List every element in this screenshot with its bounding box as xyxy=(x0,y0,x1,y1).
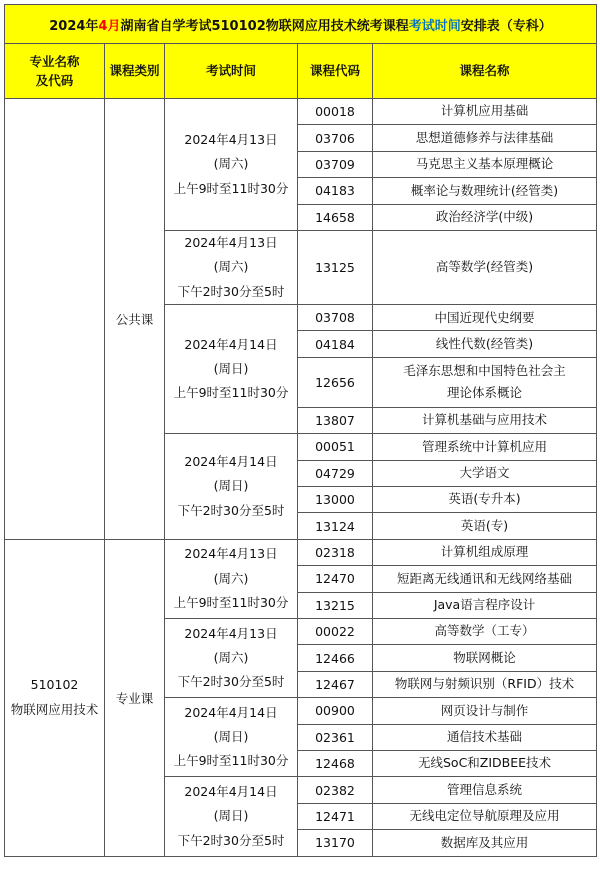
course-name-text: 计算机组成原理 xyxy=(440,544,529,560)
header-row xyxy=(5,44,597,99)
title-prefix: 2024年 xyxy=(49,18,99,34)
course-code: 13125 xyxy=(298,230,373,304)
exam-date: 2024年4月14日 xyxy=(184,783,278,799)
course-name xyxy=(373,618,597,644)
exam-weekday: (周日) xyxy=(213,478,249,494)
exam-date: 2024年4月13日 xyxy=(184,546,278,562)
exam-date: 2024年4月14日 xyxy=(184,336,278,352)
course-code: 12466 xyxy=(298,645,373,671)
course-code: 02361 xyxy=(298,724,373,750)
course-name xyxy=(373,724,597,750)
course-name xyxy=(373,698,597,724)
title-suffix: 安排表（专科） xyxy=(460,18,552,34)
course-name-text: 高等数学(经管类) xyxy=(435,259,534,275)
exam-time-range: 下午2时30分至5时 xyxy=(177,283,285,299)
exam-time-range: 下午2时30分至5时 xyxy=(177,674,285,690)
header-name: 课程名称 xyxy=(373,44,597,99)
course-code: 13000 xyxy=(298,487,373,513)
course-name xyxy=(373,434,597,460)
category-cell: 专业课 xyxy=(105,539,165,856)
course-name xyxy=(373,671,597,697)
exam-time-cell xyxy=(165,777,298,856)
course-name-text: 网页设计与制作 xyxy=(440,702,529,718)
course-name-text: 线性代数(经管类) xyxy=(435,335,534,351)
course-code: 14658 xyxy=(298,204,373,230)
header-time: 考试时间 xyxy=(165,44,298,99)
course-name xyxy=(373,204,597,230)
course-code: 12656 xyxy=(298,357,373,407)
course-name-text: 马克思主义基本原理概论 xyxy=(415,156,554,172)
course-name xyxy=(373,230,597,304)
exam-time-range: 上午9时至11时30分 xyxy=(173,385,289,401)
course-code: 13124 xyxy=(298,513,373,539)
course-name xyxy=(373,407,597,433)
category-cell: 公共课 xyxy=(105,99,165,540)
exam-time-cell xyxy=(165,618,298,697)
course-name-text: 数据库及其应用 xyxy=(440,834,529,850)
course-code: 04729 xyxy=(298,460,373,486)
exam-time-range: 下午2时30分至5时 xyxy=(177,502,285,518)
course-code: 12470 xyxy=(298,566,373,592)
exam-time-cell xyxy=(165,99,298,231)
course-code: 00022 xyxy=(298,618,373,644)
exam-time-cell xyxy=(165,305,298,434)
title-month: 4月 xyxy=(98,18,121,34)
course-name xyxy=(373,99,597,125)
exam-weekday: (周六) xyxy=(213,156,249,172)
course-name xyxy=(373,803,597,829)
course-name-text: 管理系统中计算机应用 xyxy=(422,438,548,454)
course-name-text: 中国近现代史纲要 xyxy=(434,309,535,325)
course-code: 03709 xyxy=(298,151,373,177)
course-name xyxy=(373,645,597,671)
course-name-text: 概率论与数理统计(经管类) xyxy=(410,182,559,198)
course-name-text: 毛泽东思想和中国特色社会主 xyxy=(403,362,566,378)
course-name xyxy=(373,830,597,856)
exam-time-range: 上午9时至11时30分 xyxy=(173,753,289,769)
course-code: 12468 xyxy=(298,750,373,776)
course-code: 13215 xyxy=(298,592,373,618)
course-code: 00900 xyxy=(298,698,373,724)
course-name-text: 大学语文 xyxy=(459,465,510,481)
exam-weekday: (周六) xyxy=(213,649,249,665)
header-major-line1: 专业名称 xyxy=(29,53,80,69)
exam-time-range: 上午9时至11时30分 xyxy=(173,595,289,611)
course-name xyxy=(373,357,597,407)
exam-time-cell xyxy=(165,230,298,304)
exam-time-cell xyxy=(165,434,298,540)
course-code: 02318 xyxy=(298,539,373,565)
course-name xyxy=(373,125,597,151)
exam-date: 2024年4月14日 xyxy=(184,704,278,720)
course-name xyxy=(373,777,597,803)
header-major xyxy=(5,44,105,99)
course-name xyxy=(373,592,597,618)
course-name-text: 短距离无线通讯和无线网络基础 xyxy=(397,570,573,586)
course-code: 04183 xyxy=(298,178,373,204)
course-name xyxy=(373,178,597,204)
exam-weekday: (周六) xyxy=(213,570,249,586)
course-code: 13807 xyxy=(298,407,373,433)
course-code: 12471 xyxy=(298,803,373,829)
course-name-text: 政治经济学(中级) xyxy=(435,209,534,224)
major-name: 物联网应用技术 xyxy=(10,701,99,717)
course-name xyxy=(373,750,597,776)
table-title xyxy=(5,5,597,44)
course-name-text: 英语(专升本) xyxy=(448,491,521,507)
course-name-text: 高等数学（工专） xyxy=(434,623,535,639)
course-name xyxy=(373,487,597,513)
exam-schedule-table xyxy=(4,4,597,857)
exam-weekday: (周日) xyxy=(213,360,249,376)
course-name-text: 管理信息系统 xyxy=(447,781,523,797)
header-code: 课程代码 xyxy=(298,44,373,99)
course-name-text: 物联网概论 xyxy=(453,649,516,665)
course-name-text: 无线电定位导航原理及应用 xyxy=(409,808,560,824)
course-name-text: 计算机应用基础 xyxy=(440,103,529,119)
course-name-text: 英语(专) xyxy=(460,517,509,533)
title-highlight: 考试时间 xyxy=(408,18,461,34)
course-name-text: Java语言程序设计 xyxy=(433,597,536,613)
course-name xyxy=(373,151,597,177)
exam-date: 2024年4月13日 xyxy=(184,234,278,250)
major-cell xyxy=(5,539,105,856)
course-name xyxy=(373,513,597,539)
course-name xyxy=(373,566,597,592)
exam-time-cell xyxy=(165,698,298,777)
course-name xyxy=(373,460,597,486)
exam-weekday: (周六) xyxy=(213,259,249,275)
table-row xyxy=(5,99,597,125)
exam-date: 2024年4月13日 xyxy=(184,625,278,641)
course-name-text-line2: 理论体系概论 xyxy=(447,385,523,401)
table-row xyxy=(5,539,597,565)
course-code: 02382 xyxy=(298,777,373,803)
exam-weekday: (周日) xyxy=(213,808,249,824)
exam-time-cell xyxy=(165,539,298,618)
course-code: 00051 xyxy=(298,434,373,460)
course-name-text: 无线SoC和ZIDBEE技术 xyxy=(417,755,552,771)
course-code: 12467 xyxy=(298,671,373,697)
exam-date: 2024年4月13日 xyxy=(184,131,278,147)
exam-time-range: 上午9时至11时30分 xyxy=(173,180,289,196)
course-name xyxy=(373,331,597,357)
course-code: 03706 xyxy=(298,125,373,151)
course-name xyxy=(373,539,597,565)
exam-time-range: 下午2时30分至5时 xyxy=(177,832,285,848)
course-code: 13170 xyxy=(298,830,373,856)
title-middle: 湖南省自学考试510102物联网应用技术统考课程 xyxy=(120,18,409,34)
course-code: 03708 xyxy=(298,305,373,331)
course-name-text: 思想道德修养与法律基础 xyxy=(415,129,554,145)
course-name-text: 物联网与射频识别（RFID）技术 xyxy=(394,676,575,692)
header-major-line2: 及代码 xyxy=(35,73,74,88)
major-cell xyxy=(5,99,105,540)
course-name-text: 计算机基础与应用技术 xyxy=(422,412,548,428)
course-name-text: 通信技术基础 xyxy=(447,728,523,744)
course-code: 00018 xyxy=(298,99,373,125)
course-code: 04184 xyxy=(298,331,373,357)
header-category: 课程类别 xyxy=(105,44,165,99)
exam-weekday: (周日) xyxy=(213,729,249,745)
major-code: 510102 xyxy=(30,677,79,693)
exam-date: 2024年4月14日 xyxy=(184,453,278,469)
course-name xyxy=(373,305,597,331)
